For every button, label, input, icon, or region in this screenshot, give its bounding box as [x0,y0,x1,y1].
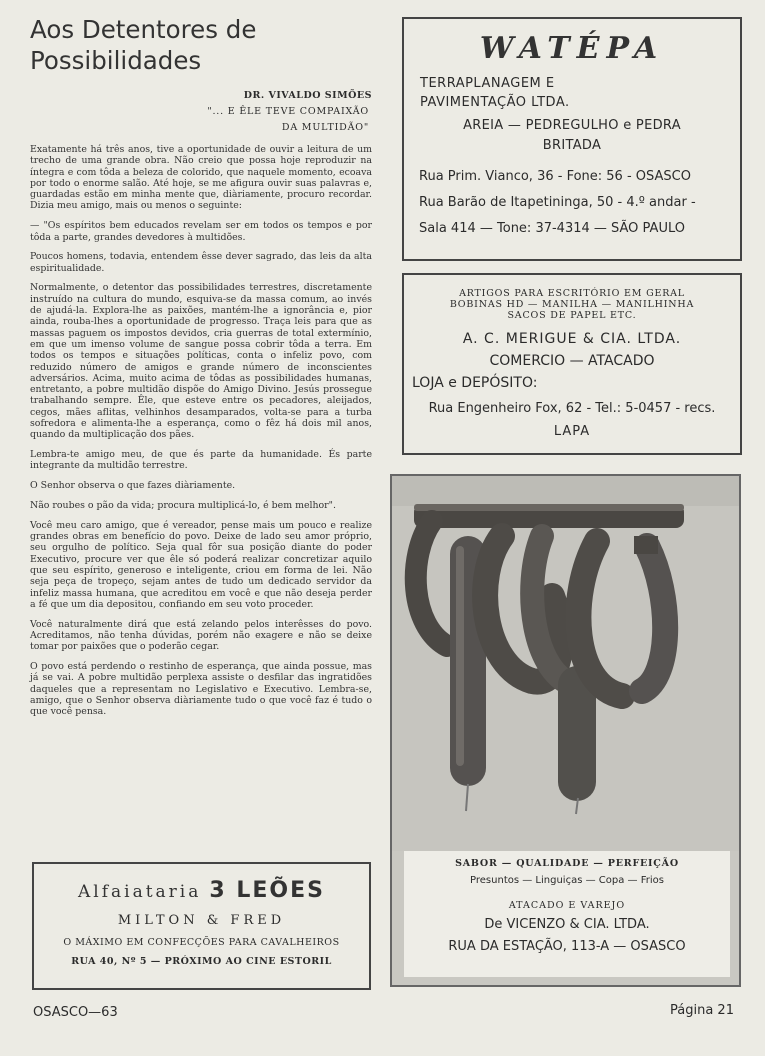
merigue-top-line: BOBINAS HD — MANILHA — MANILHINHA [449,299,695,310]
vicenzo-address: RUA DA ESTAÇÃO, 113-A — OSASCO [448,939,686,954]
ad-watepa [402,17,742,261]
ad-alfaiataria [32,862,371,990]
merigue-commerce: COMERCIO — ATACADO [489,353,655,369]
merigue-top-line: ARTIGOS PARA ESCRITÓRIO EM GERAL [459,288,685,299]
vicenzo-products: Presuntos — Linguiças — Copa — Frios [470,875,664,886]
merigue-top-line: SACOS DE PAPEL ETC. [507,310,637,321]
ad-merigue [402,273,742,455]
article-paragraph: Exatamente há três anos, tive a oportunidade de ouvir a leitura de um trecho de uma grande obra. Não creio que possa hoje reproduzir na íntegra e com tôda a beleza de colorido, que naquele momento, ecoava por todo o enorme salão. Até hoje, se me afigura ouvir suas palavras e, guardadas estão em minha mente que, diàriamente, procuro recordar. Dizia meu amigo, mais ou menos o seguinte: [30,144,372,212]
article-title-line1: Aos Detentores de [30,15,257,44]
watepa-line2: PAVIMENTAÇÃO LTDA. [420,95,570,110]
watepa-materials-2: BRITADA [542,138,602,153]
vicenzo-text-card [404,851,730,977]
article-paragraph: — "Os espíritos bem educados revelam ser em todos os tempos e por tôda a parte, grandes devedores à multidões. [30,220,372,243]
alfaiataria-owners: MILTON & FRED [117,913,286,928]
watepa-address3: Sala 414 — Tone: 37-4314 — SÃO PAULO [419,221,685,236]
merigue-address: Rua Engenheiro Fox, 62 - Tel.: 5-0457 - recs. [428,401,716,416]
ad-vicenzo [390,474,741,987]
sausages-photo [392,476,739,851]
article-title [30,14,372,76]
vicenzo-name: De VICENZO & CIA. LTDA. [484,917,650,932]
alfaiataria-slogan: O MÁXIMO EM CONFECÇÕES PARA CAVALHEIROS [63,937,340,948]
watepa-logo: WATÉPA [479,31,665,66]
article-paragraph: Lembra-te amigo meu, de que és parte da humanidade. És parte integrante da multidão terrestre. [30,449,372,472]
alfaiataria-address: RUA 40, Nº 5 — PRÓXIMO AO CINE ESTORIL [71,956,332,967]
watepa-materials: AREIA — PEDREGULHO e PEDRA [463,118,681,133]
watepa-line1: TERRAPLANAGEM E [420,76,555,91]
vicenzo-slogan: SABOR — QUALIDADE — PERFEIÇÃO [455,858,679,869]
watepa-address2: Rua Barão de Itapetininga, 50 - 4.º andar - [419,195,696,210]
alfaiataria-name: Alfaiataria [78,882,202,902]
article-title-line2: Possibilidades [30,46,202,75]
article-paragraph: Você meu caro amigo, que é vereador, pense mais um pouco e realize grandes obras em benefício do povo. Deixe de lado seu amor próprio, seu orgulho de político. Seja qual fôr sua posição diante do poder Executivo, procure ver que êle só poderá realizar concretizar aquilo que seu espírito, generoso e inteligente, criou em forma de lei. Não seja peça de tropeço, sejam antes de tudo um dedicado servidor da infeliz massa humana, que acreditou em você e que não deseja perder a fé que um dia depositou, confiando em seu voto proceder. [30,519,372,610]
article-paragraph: Poucos homens, todavia, entendem êsse dever sagrado, das leis da alta espiritualidade. [30,251,372,274]
article-paragraph: O povo está perdendo o restinho de esperança, que ainda possue, mas já se vai. A pobre multidão perplexa assiste o desfilar das ingratidões daqueles que a representam no Legislativo e Executivo. Lembra-se, amigo, que o Senhor observa diàriamente tudo o que você faz é tudo o que você pensa. [30,661,372,718]
alfaiataria-name-emphasis: 3 LEÕES [209,878,325,903]
article-paragraph: O Senhor observa o que fazes diàriamente. [30,480,236,492]
article [30,14,372,726]
article-paragraph: Normalmente, o detentor das possibilidades terrestres, discretamente instruído na cultura do mundo, esquiva-se da massa comum, ao invés de ajudá-la. Explora-lhe as paixões, mantém-lhe a ignorância e, pior ainda, rouba-lhes a oportunidade de progresso. Traça leis para que as massas paguem os impostos devidos, cria guerras de total extermínio, em que um imenso volume de sangue possa cobrir tôda a terra. Em todos os tempos e situações políticas, conta o infeliz povo, com reduzido número de amigos e grande número de inconscientes adversários. Acima, muito acima de tôdas as possibilidades humanas, entretanto, a pobre multidão dispõe do Amigo Divino. Jesús prossegue trabalhando sempre. Êle, que esteve entre os pecadores, aleijados, cegos, mães aflitas, velhinhos desamparados, volta-se para a turba sofredora e alimenta-lhe a esperança, como o fêz há dois mil anos, quando da multiplicação dos pães. [30,282,372,441]
article-paragraph: Você naturalmente dirá que está zelando pelos interêsses do povo. Acreditamos, não tenha dúvidas, porém não exagere e não se deixe tomar por paixões que o poderão cegar. [30,618,372,653]
footer-publication: OSASCO—63 [33,1005,118,1020]
merigue-store: LOJA e DEPÓSITO: [412,375,538,391]
vicenzo-sales: ATACADO E VAREJO [508,900,626,911]
author: DR. VIVALDO SIMÕES [243,90,372,101]
merigue-name: A. C. MERIGUE & CIA. LTDA. [462,331,682,347]
merigue-district: LAPA [553,424,591,439]
page-number: Página 21 [670,1003,734,1018]
watepa-address1: Rua Prim. Vianco, 36 - Fone: 56 - OSASCO [419,169,691,184]
article-paragraph: Não roubes o pão da vida; procura multiplicá-lo, é bem melhor". [30,500,336,512]
epigraph: "... E ÊLE TEVE COMPAIXÃO DA MULTIDÃO" [207,106,369,133]
